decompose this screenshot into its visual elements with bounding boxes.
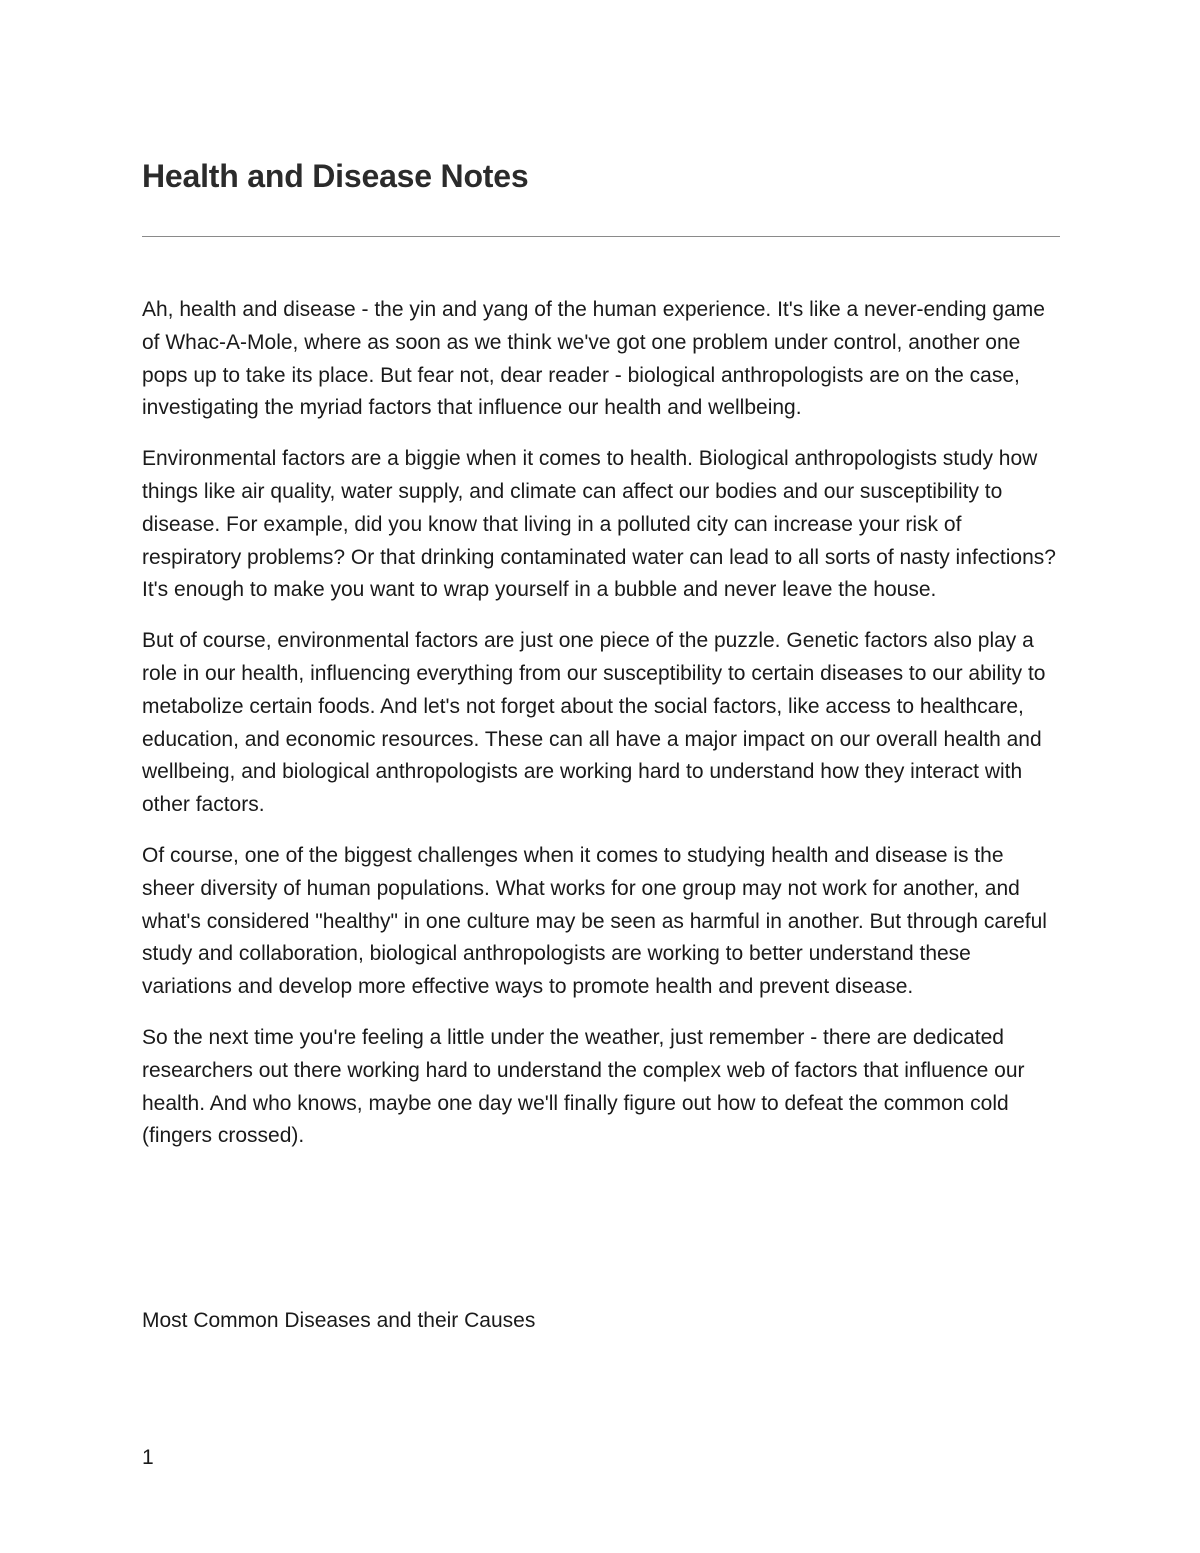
paragraph-intro: Ah, health and disease - the yin and yang of the human experience. It's like a never-ending game of Whac-A-Mole, where as soon as we think we've got one problem under control, another one pops up to take its place. But fear not, dear reader - biological anthropologists are on the case, investigating the myriad factors that influence our health and wellbeing. (142, 298, 1045, 420)
paragraph-conclusion: So the next time you're feeling a little under the weather, just remember - there are dedicated researchers out there working hard to understand the complex web of factors that influence our health. And who knows, maybe one day we'll finally figure out how to defeat the common cold (fingers crossed). (142, 1025, 1025, 1148)
section-subheading: Most Common Diseases and their Causes (142, 1309, 536, 1332)
paragraph-genetic-social: But of course, environmental factors are just one piece of the puzzle. Genetic factors also play a role in our health, influencing everything from our susceptibility to certain diseases to our ability to metabolize certain foods. And let's not forget about the social factors, like access to healthcare, education, and economic resources. These can all have a major impact on our overall health and wellbeing, and biological anthropologists are working hard to understand how they interact with other factors. (142, 629, 1046, 817)
document-title: Health and Disease Notes (142, 158, 529, 194)
page-number: 1 (142, 1446, 154, 1469)
title-divider (142, 236, 1060, 237)
paragraph-diversity: Of course, one of the biggest challenges when it comes to studying health and disease is the sheer diversity of human populations. What works for one group may not work for another, and what's considered "healthy" in one culture may be seen as harmful in another. But through careful study and collaboration, biological anthropologists are working to better understand these variations and develop more effective ways to promote health and prevent disease. (142, 843, 1047, 999)
paragraph-environmental: Environmental factors are a biggie when it comes to health. Biological anthropologists study how things like air quality, water supply, and climate can affect our bodies and our susceptibility to disease. For example, did you know that living in a polluted city can increase your risk of respiratory problems? Or that drinking contaminated water can lead to all sorts of nasty infections? It's enough to make you want to wrap yourself in a bubble and never leave the house. (142, 447, 1056, 602)
document-body (142, 294, 1060, 1171)
